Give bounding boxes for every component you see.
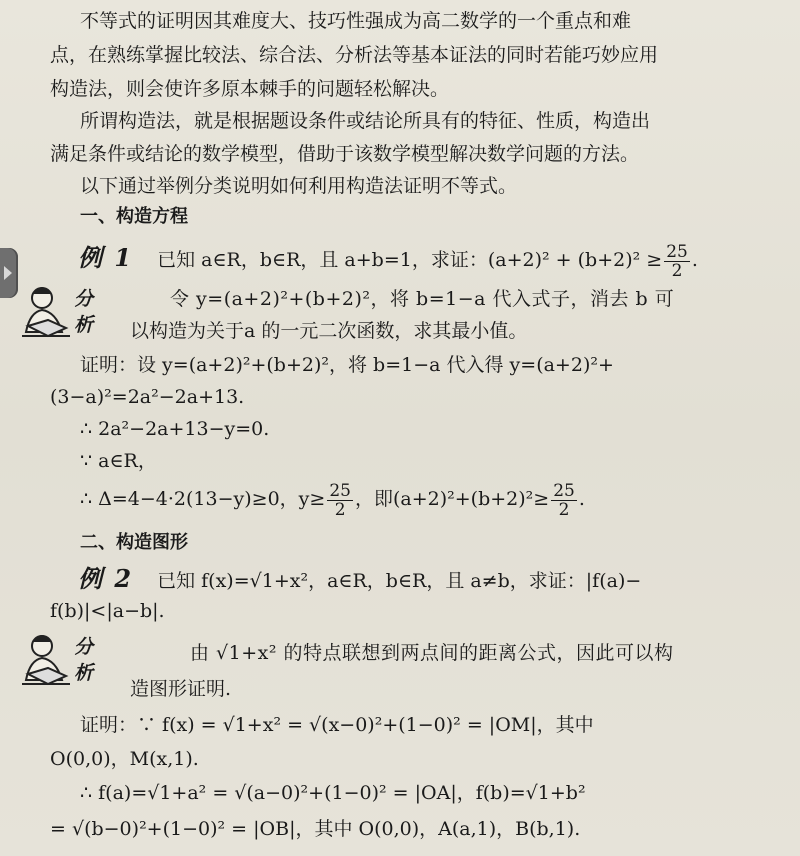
proof-2-line-4: = √(b−0)²+(1−0)² = |OB|，其中 O(0,0)，A(a,1)，B(b,1). bbox=[50, 818, 581, 840]
proof-1-line-5: ∴ Δ=4−4·2(13−y)≥0，y≥ $\frac{25}{2}$ ，即(a+2)²+(b+2)²≥ $\frac{25}{2}$ . bbox=[80, 480, 585, 520]
analysis-1-line-1: 令 y=(a+2)²+(b+2)²，将 b=1−a 代入式子，消去 b 可 bbox=[170, 288, 675, 310]
page-side-tab[interactable] bbox=[0, 248, 18, 298]
proof-1-line-5-a: ∴ Δ=4−4·2(13−y)≥0，y≥ bbox=[80, 488, 326, 510]
intro-line-2: 点，在熟练掌握比较法、综合法、分析法等基本证法的同时若能巧妙应用 bbox=[50, 44, 659, 66]
fraction-numerator: 25 bbox=[553, 480, 575, 501]
example-2 bbox=[78, 562, 641, 596]
proof-1-line-1: 证明：设 y=(a+2)²+(b+2)²，将 b=1−a 代入得 y=(a+2)²+ bbox=[80, 354, 614, 376]
proof-1-line-5-b: ，即(a+2)²+(b+2)²≥ bbox=[354, 488, 550, 510]
analysis-1-line-2: 以构造为关于a 的一元二次函数，求其最小值。 bbox=[130, 320, 528, 342]
example-1-statement: 已知 a∈R，b∈R，且 a+b=1，求证：(a+2)² + (b+2)² ≥ bbox=[157, 249, 663, 271]
analysis-2-line-2: 造图形证明. bbox=[130, 678, 232, 700]
analysis-label-top: 分 bbox=[74, 288, 94, 310]
proof-1-line-2: (3−a)²=2a²−2a+13. bbox=[50, 386, 245, 408]
fraction-numerator: 25 bbox=[666, 241, 688, 262]
example-1-end: . bbox=[691, 249, 698, 271]
student-reading-icon bbox=[18, 630, 74, 688]
example-2-statement: 已知 f(x)=√1+x²，a∈R，b∈R，且 a≠b，求证：|f(a)− bbox=[157, 570, 642, 592]
fraction-denominator: 2 bbox=[558, 499, 570, 520]
example-2-label: 例 2 bbox=[78, 564, 134, 593]
section-heading-2: 二、构造图形 bbox=[80, 532, 188, 553]
proof-1-line-3: ∴ 2a²−2a+13−y=0. bbox=[80, 418, 270, 440]
fraction-denominator: 2 bbox=[334, 499, 346, 520]
proof-2-line-1: 证明：∵ f(x) = √1+x² = √(x−0)²+(1−0)² = |OM|，其中 bbox=[80, 714, 594, 736]
intro-line-3: 构造法，则会使许多原本棘手的问题轻松解决。 bbox=[50, 78, 450, 100]
analysis-label-bottom: 析 bbox=[74, 662, 94, 684]
fraction-denominator: 2 bbox=[671, 260, 683, 281]
fraction-numerator: 25 bbox=[329, 480, 351, 501]
analysis-label-top: 分 bbox=[74, 636, 94, 658]
intro-line-1: 不等式的证明因其难度大、技巧性强成为高二数学的一个重点和难 bbox=[80, 10, 632, 32]
proof-1-line-4: ∵ a∈R， bbox=[80, 450, 157, 472]
intro-line-4: 所谓构造法，就是根据题设条件或结论所具有的特征、性质，构造出 bbox=[80, 110, 651, 132]
analysis-badge-2 bbox=[18, 630, 108, 690]
fraction-25-2 bbox=[664, 243, 690, 280]
intro-line-5: 满足条件或结论的数学模型，借助于该数学模型解决数学问题的方法。 bbox=[50, 143, 640, 165]
section-heading-1: 一、构造方程 bbox=[80, 206, 188, 227]
analysis-badge-1 bbox=[18, 282, 108, 342]
analysis-label-bottom: 析 bbox=[74, 314, 94, 336]
proof-2-line-2: O(0,0)，M(x,1). bbox=[50, 748, 199, 770]
example-1-label: 例 1 bbox=[78, 243, 134, 272]
fraction-25-2-b bbox=[551, 482, 577, 519]
example-1 bbox=[78, 238, 698, 281]
example-2-statement-2: f(b)|<|a−b|. bbox=[50, 600, 165, 622]
fraction-25-2-a bbox=[327, 482, 353, 519]
student-reading-icon bbox=[18, 282, 74, 340]
proof-2-line-3: ∴ f(a)=√1+a² = √(a−0)²+(1−0)² = |OA|，f(b)=√1+b² bbox=[80, 782, 586, 804]
intro-line-6: 以下通过举例分类说明如何利用构造法证明不等式。 bbox=[80, 175, 518, 197]
analysis-2-line-1: 由 √1+x² 的特点联想到两点间的距离公式，因此可以构 bbox=[190, 642, 674, 664]
